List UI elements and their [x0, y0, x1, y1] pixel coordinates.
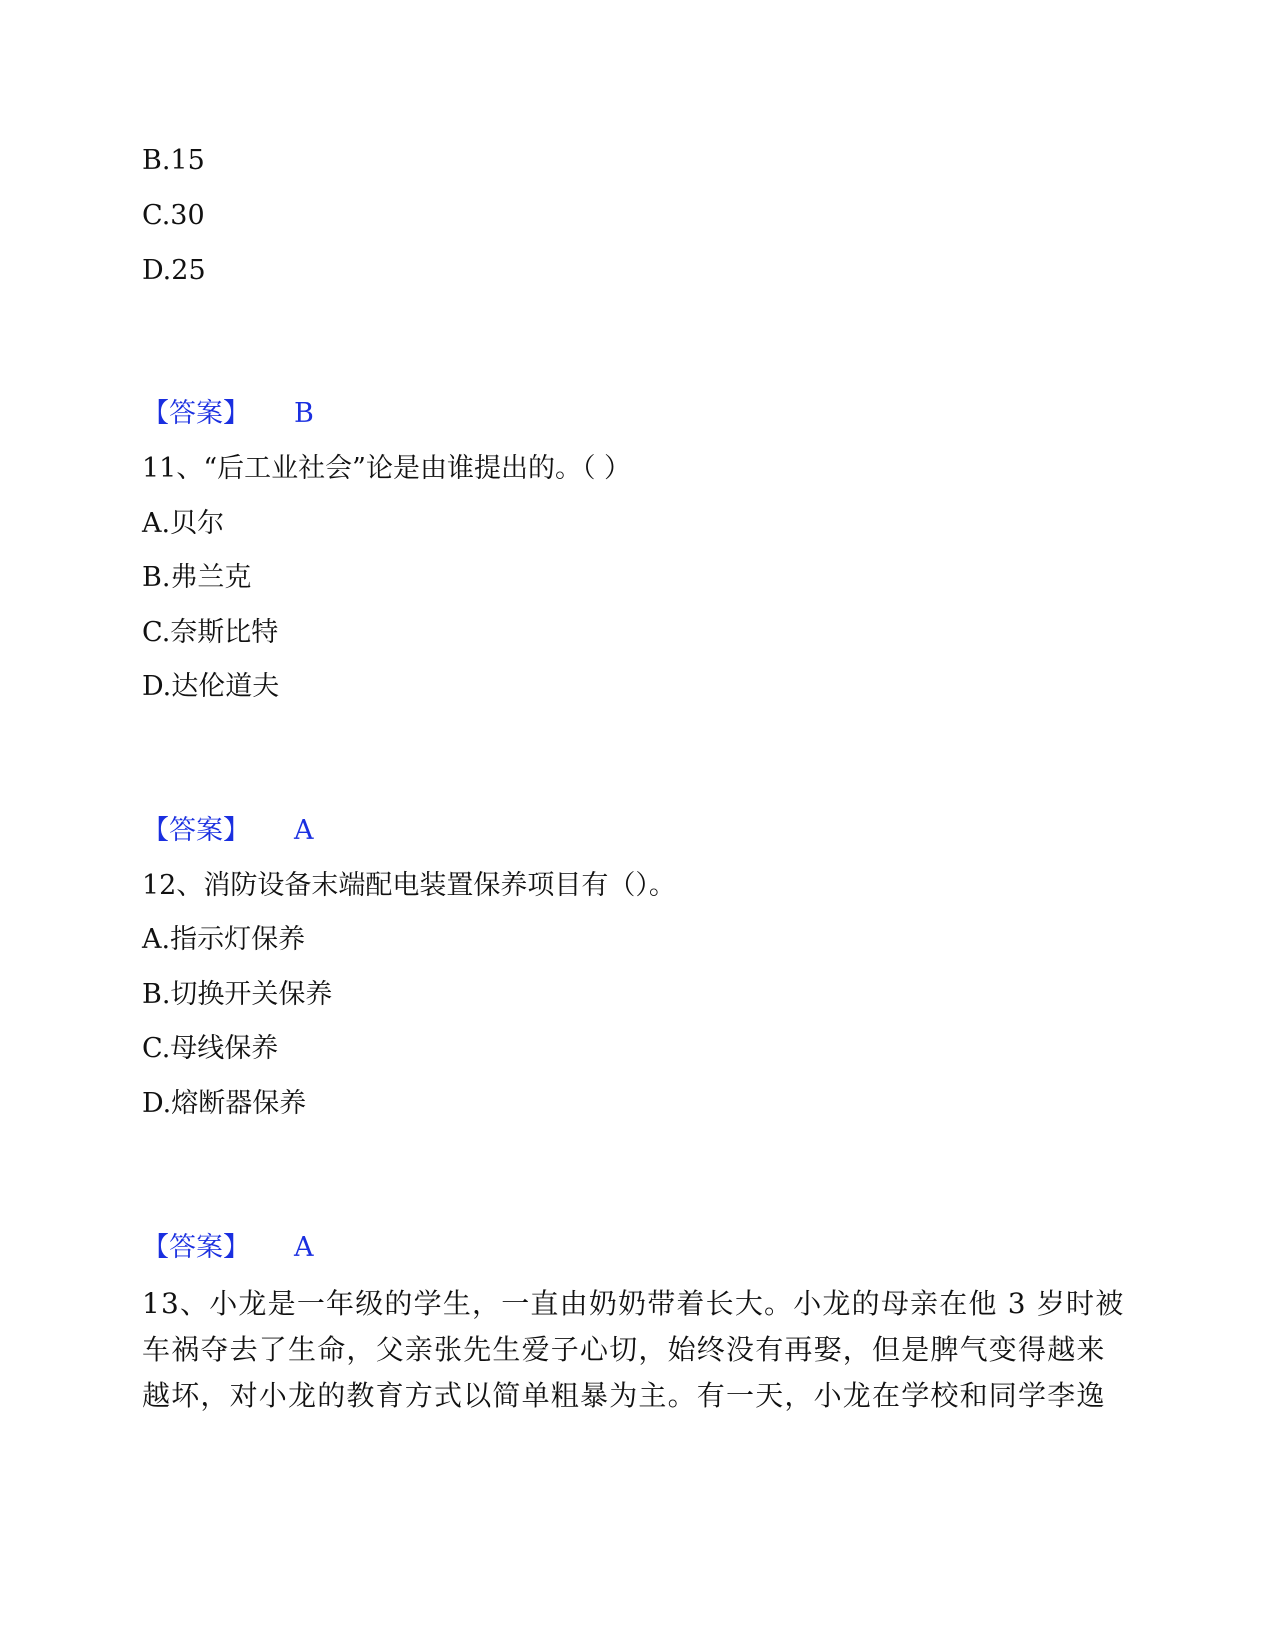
q12-stem: 12、消防设备末端配电装置保养项目有（）。 — [142, 870, 676, 901]
answer-label: 【答案】 — [142, 398, 250, 429]
q10-option-d: D.25 — [142, 255, 206, 286]
q11-option-b: B.弗兰克 — [142, 562, 252, 593]
q12-option-a: A.指示灯保养 — [142, 924, 306, 955]
q13-line-1: 13、小龙是一年级的学生，一直由奶奶带着长大。小龙的母亲在他 3 岁时被 — [142, 1287, 1125, 1320]
answer-value: B — [294, 398, 314, 429]
q11-option-c: C.奈斯比特 — [142, 617, 279, 648]
q12-option-b: B.切换开关保养 — [142, 979, 333, 1010]
answer-label: 【答案】 — [142, 1232, 250, 1263]
q12-option-c: C.母线保养 — [142, 1033, 279, 1064]
q10-option-b: B.15 — [142, 145, 205, 176]
q13-line-2: 车祸夺去了生命，父亲张先生爱子心切，始终没有再娶，但是脾气变得越来 — [142, 1333, 1106, 1366]
q11-option-a: A.贝尔 — [142, 508, 225, 539]
q12-option-d: D.熔断器保养 — [142, 1088, 307, 1119]
q12-answer — [142, 1231, 314, 1265]
q10-answer — [142, 397, 314, 431]
q13-line-3: 越坏，对小龙的教育方式以简单粗暴为主。有一天，小龙在学校和同学李逸 — [142, 1379, 1106, 1412]
q13-paragraph — [142, 1281, 1125, 1419]
answer-value: A — [294, 1232, 314, 1263]
answer-value: A — [294, 815, 314, 846]
answer-label: 【答案】 — [142, 815, 250, 846]
q11-stem: 11、“后工业社会”论是由谁提出的。（ ） — [142, 453, 632, 484]
q11-option-d: D.达伦道夫 — [142, 671, 280, 702]
q11-answer — [142, 814, 314, 848]
q10-option-c: C.30 — [142, 200, 205, 231]
